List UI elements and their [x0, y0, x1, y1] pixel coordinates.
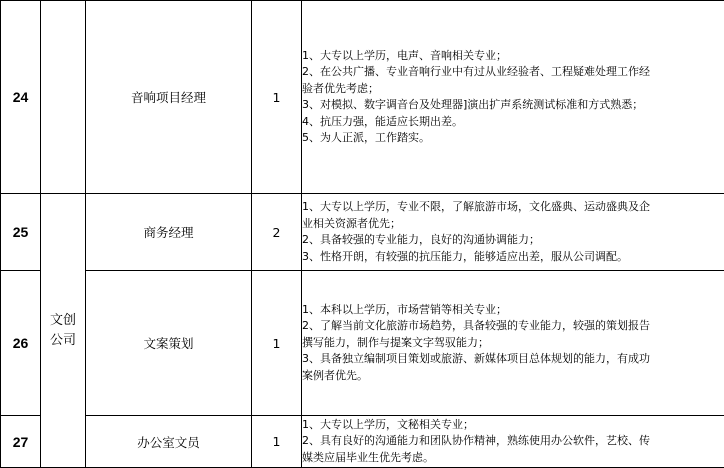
position-name: 文案策划: [86, 271, 252, 416]
requirement-line: 1、大专以上学历，电声、音响相关专业；: [302, 48, 724, 65]
row-index: 24: [1, 1, 41, 194]
department-label: 文创: [41, 311, 85, 331]
requirement-line: 3、对模拟、数字调音台及处理器]演出扩声系统测试标准和方式熟悉；: [302, 97, 724, 114]
position-name: 办公室文员: [86, 416, 252, 468]
department-cell: [41, 194, 86, 468]
requirement-line: 业相关资源者优先；: [302, 216, 724, 233]
table-row: [1, 416, 724, 468]
department-cell-empty: [41, 1, 86, 194]
headcount: 2: [252, 194, 302, 271]
row-index: 26: [1, 271, 41, 416]
requirements-cell: [302, 271, 724, 416]
requirement-line: 2、具有良好的沟通能力和团队协作精神，熟练使用办公软件，艺校、传: [302, 433, 724, 450]
requirements-cell: [302, 416, 724, 468]
requirement-line: 1、大专以上学历，专业不限，了解旅游市场，文化盛典、运动盛典及企: [302, 199, 724, 216]
requirements-cell: [302, 1, 724, 194]
position-name: 音响项目经理: [86, 1, 252, 194]
requirement-line: 1、本科以上学历，市场营销等相关专业；: [302, 302, 724, 319]
requirement-line: 验者优先考虑；: [302, 81, 724, 98]
requirement-line: 2、了解当前文化旅游市场趋势，具备较强的专业能力，较强的策划报告: [302, 318, 724, 335]
headcount: 1: [252, 1, 302, 194]
headcount: 1: [252, 271, 302, 416]
table-row: [1, 271, 724, 416]
requirement-line: 3、具备独立编制项目策划或旅游、新媒体项目总体规划的能力，有成功: [302, 351, 724, 368]
requirement-line: 1、大专以上学历，文秘相关专业；: [302, 417, 724, 434]
requirement-line: 4、抗压力强，能适应长期出差。: [302, 114, 724, 131]
requirements-cell: [302, 194, 724, 271]
table-row: [1, 1, 724, 194]
position-name: 商务经理: [86, 194, 252, 271]
row-index: 25: [1, 194, 41, 271]
table-row: [1, 194, 724, 271]
requirement-line: 3、性格开朗，有较强的抗压能力，能够适应出差，服从公司调配。: [302, 249, 724, 266]
requirement-line: 撰写能力，制作与提案文字驾驭能力；: [302, 335, 724, 352]
requirement-line: 2、具备较强的专业能力，良好的沟通协调能力；: [302, 232, 724, 249]
requirement-line: 媒类应届毕业生优先考虑。: [302, 450, 724, 467]
requirement-line: 2、在公共广播、专业音响行业中有过从业经验者、工程疑难处理工作经: [302, 64, 724, 81]
requirement-line: 5、为人正派，工作踏实。: [302, 130, 724, 147]
row-index: 27: [1, 416, 41, 468]
requirement-line: 案例者优先。: [302, 368, 724, 385]
headcount: 1: [252, 416, 302, 468]
department-label: 公司: [41, 331, 85, 351]
